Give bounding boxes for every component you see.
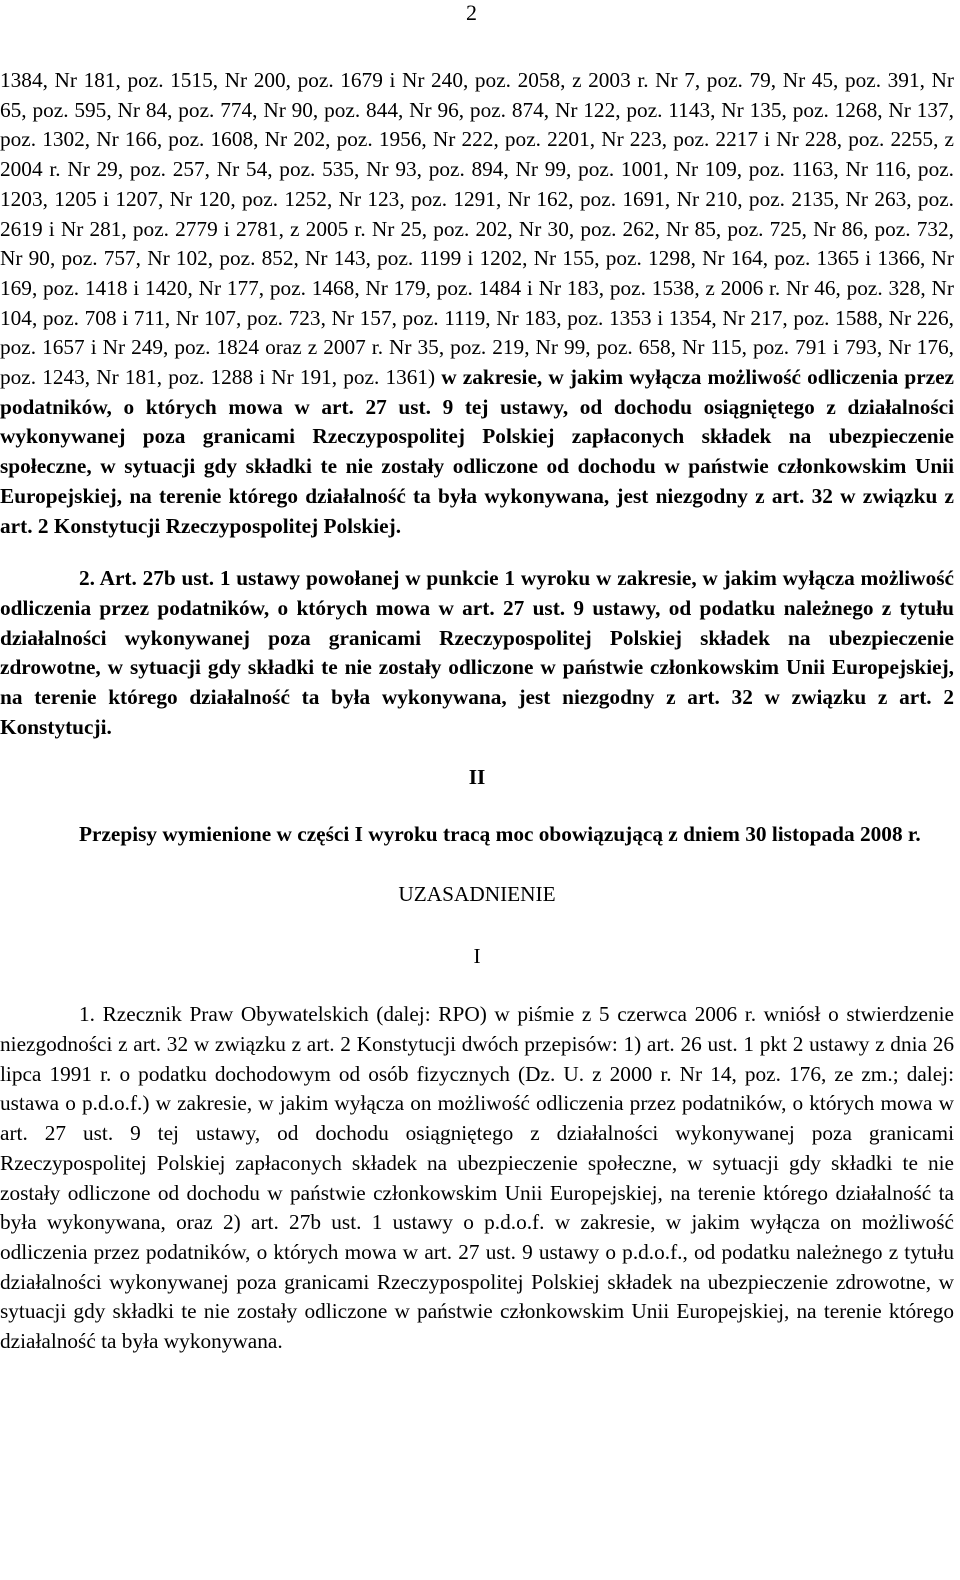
document-body [0, 66, 954, 1357]
intro-paragraph-plain: 1384, Nr 181, poz. 1515, Nr 200, poz. 1679 i Nr 240, poz. 2058, z 2003 r. Nr 7, poz. 79, Nr 45, poz. 391, Nr 65, poz. 595, Nr 84, poz. 774, Nr 90, poz. 844, Nr 96, poz. 874, Nr 122, poz. 1143, Nr 135, poz. 1268, Nr 137, poz. 1302, Nr 166, poz. 1608, Nr 202, poz. 1956, Nr 222, poz. 2201, Nr 223, poz. 2217 i Nr 228, poz. 2255, z 2004 r. Nr 29, poz. 257, Nr 54, poz. 535, Nr 93, poz. 894, Nr 99, poz. 1001, Nr 109, poz. 1163, Nr 116, poz. 1203, 1205 i 1207, Nr 120, poz. 1252, Nr 123, poz. 1291, Nr 162, poz. 1691, Nr 210, poz. 2135, Nr 263, poz. 2619 i Nr 281, poz. 2779 i 2781, z 2005 r. Nr 25, poz. 202, Nr 30, poz. 262, Nr 85, poz. 725, Nr 86, poz. 732, Nr 90, poz. 757, Nr 102, poz. 852, Nr 143, poz. 1199 i 1202, Nr 155, poz. 1298, Nr 164, poz. 1365 i 1366, Nr 169, poz. 1418 i 1420, Nr 177, poz. 1468, Nr 179, poz. 1484 i Nr 183, poz. 1538, z 2006 r. Nr 46, poz. 328, Nr 104, poz. 708 i 711, Nr 107, poz. 723, Nr 157, poz. 1119, Nr 183, poz. 1353 i 1354, Nr 217, poz. 1588, Nr 226, poz. 1657 i Nr 249, poz. 1824 oraz z 2007 r. Nr 35, poz. 219, Nr 99, poz. 658, Nr 115, poz. 791 i 793, Nr 176, poz. 1243, Nr 181, poz. 1288 i Nr 191, poz. 1361) [0, 68, 954, 390]
intro-paragraph-bold: w zakresie, w jakim wyłącza możliwość odliczenia przez podatników, o których mowa w art. 27 ust. 9 tej ustawy, od dochodu osiągniętego z działalności wykonywanej poza granicami Rzeczypospolitej Polskiej zapłaconych składek na ubezpieczenie społeczne, w sytuacji gdy składki te nie zostały odliczone od dochodu w państwie członkowskim Unii Europejskiej, na terenie którego działalność ta była wykonywana, jest niezgodny z art. 32 w związku z art. 2 Konstytucji Rzeczypospolitej Polskiej. [0, 365, 955, 538]
part-i-heading: I [473, 943, 481, 968]
section-ii-text: Przepisy wymienione w części I wyroku tracą moc obowiązującą z dniem 30 listopada 2008 r. [79, 822, 921, 847]
ruling-point-2: 2. Art. 27b ust. 1 ustawy powołanej w punkcie 1 wyroku w zakresie, w jakim wyłącza możliwość odliczenia przez podatników, o których mowa w art. 27 ust. 9 ustawy, od podatku należnego z tytułu działalności wykonywanej poza granicami Rzeczypospolitej Polskiej składek na ubezpieczenie zdrowotne, w sytuacji gdy składki te nie zostały odliczone w państwie członkowskim Unii Europejskiej, na terenie którego działalność ta była wykonywana, jest niezgodny z art. 32 w związku z art. 2 Konstytucji. [0, 566, 954, 739]
justification-point-1: 1. Rzecznik Praw Obywatelskich (dalej: RPO) w piśmie z 5 czerwca 2006 r. wniósł o stwierdzenie niezgodności z art. 32 w związku z art. 2 Konstytucji dwóch przepisów: 1) art. 26 ust. 1 pkt 2 ustawy z dnia 26 lipca 1991 r. o podatku dochodowym od osób fizycznych (Dz. U. z 2000 r. Nr 14, poz. 176, ze zm.; dalej: ustawa o p.d.o.f.) w zakresie, w jakim wyłącza on możliwość odliczenia przez podatników, o których mowa w art. 27 ust. 9 tej ustawy, od dochodu osiągniętego z działalności wykonywanej poza granicami Rzeczypospolitej Polskiej zapłaconych składek na ubezpieczenie społeczne, w sytuacji gdy składki te nie zostały odliczone od dochodu w państwie członkowskim Unii Europejskiej, na terenie którego działalność ta była wykonywana, oraz 2) art. 27b ust. 1 ustawy o p.d.o.f. w zakresie, w jakim wyłącza on możliwość odliczenia przez podatników, o których mowa w art. 27 ust. 9 ustawy o p.d.o.f., od podatku należnego z tytułu działalności wykonywanej poza granicami Rzeczypospolitej Polskiej składek na ubezpieczenie zdrowotne, w sytuacji gdy składki te nie zostały odliczone w państwie członkowskim Unii Europejskiej, na terenie którego działalność ta była wykonywana. [0, 1002, 954, 1354]
intro-paragraph [0, 66, 954, 541]
page-number: 2 [466, 0, 477, 25]
section-ii-heading: II [468, 765, 486, 790]
justification-heading: UZASADNIENIE [398, 881, 556, 906]
